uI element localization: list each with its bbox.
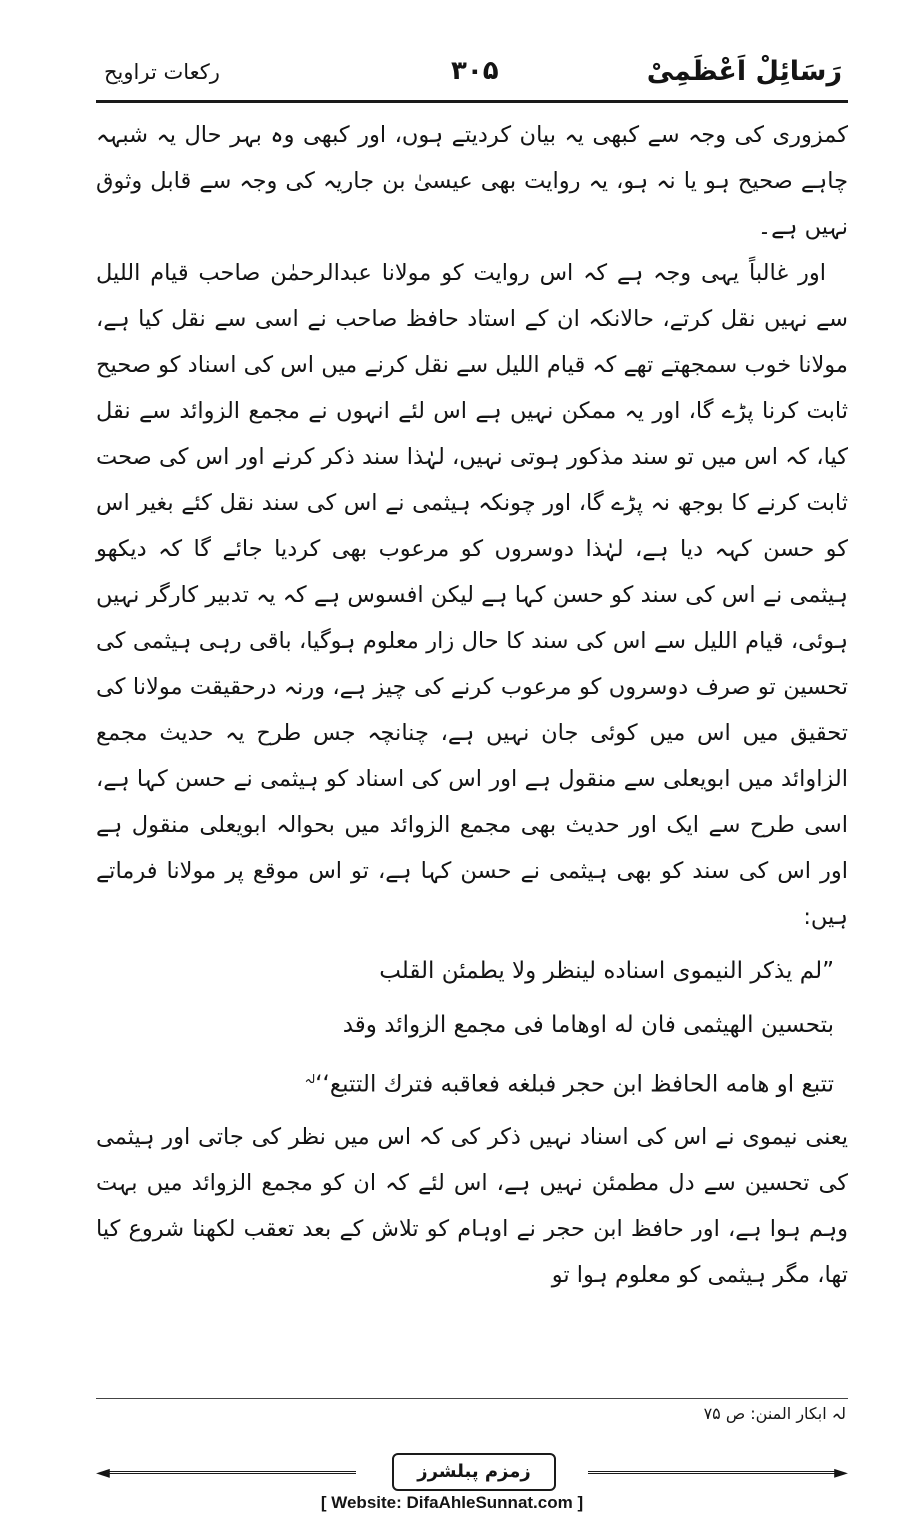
page-header <box>96 56 846 100</box>
footnote <box>704 1404 846 1423</box>
page-number: ۳۰۵ <box>451 56 499 86</box>
header-divider <box>96 100 848 103</box>
footnote-divider <box>96 1398 848 1399</box>
footnote-text: ابکار المنن: ص ۷۵ <box>703 1404 827 1423</box>
ornament-end-right-icon: ► <box>834 1462 848 1483</box>
quote-footnote-mark: لہ <box>304 1072 316 1086</box>
ornament-end-left-icon: ◄ <box>96 1462 110 1483</box>
arabic-quote-line-3: تتبع او هامه الحافظ ابن حجر فبلغه فعاقبه فترك التتبع‘‘ <box>315 1071 834 1098</box>
arabic-quote <box>96 944 848 1112</box>
arabic-quote-line-2: بتحسین الهیثمی فان له اوهاما فی مجمع الزوائد وقد <box>342 1012 834 1038</box>
footer-ornament <box>96 1452 848 1492</box>
paragraph-3: یعنی نیموی نے اس کی اسناد نہیں ذکر کی کہ اس میں نظر کی جاتی اور ہیثمی کی تحسین سے دل مطمئن نہیں ہے، اس لئے کہ ان کو مجمع الزوائد میں بہت وہم ہوا ہے، اور حافظ ابن حجر نے اوہام کو تلاش کے بعد تعقب لکھنا شروع کیا تھا، مگر ہیثمی کو معلوم ہوا تو <box>96 1123 848 1288</box>
paragraph-2: اور غالباً یہی وجہ ہے کہ اس روایت کو مولانا عبدالرحمٰن صاحب قیام اللیل سے نہیں نقل کرتے، حالانکہ ان کے استاد حافظ صاحب نے اسی سے نقل کیا ہے، مولانا خوب سمجھتے تھے کہ قیام اللیل سے نقل کرنے میں اس کی اسناد کو صحیح ثابت کرنا پڑے گا، اور یہ ممکن نہیں ہے اس لئے انہوں نے مجمع الزوائد سے نقل کیا، کہ اس میں تو سند مذکور ہوتی نہیں، لہٰذا سند ذکر کرنے اور اس کی صحت ثابت کرنے کا بوجھ نہ پڑے گا، اور چونکہ ہیثمی نے اس کی سند نقل کئے بغیر اس کو حسن کہہ دیا ہے، لہٰذا دوسروں کو مرعوب بھی کردیا جائے گا کہ دیکھو ہیثمی نے اس کی سند کو حسن کہا ہے لیکن افسوس ہے کہ یہ تدبیر کارگر نہیں ہوئی، قیام اللیل سے اس کی سند کا حال زار معلوم ہوگیا، باقی رہی ہیثمی کی تحسین تو صرف دوسروں کو مرعوب کرنے کی چیز ہے، ورنہ درحقیقت مولانا کی تحقیق میں اس میں کوئی جان نہیں ہے، چنانچہ جس طرح یہ حدیث مجمع الزاوائد میں ابویعلی سے منقول ہے اور اس کی اسناد کو ہیثمی نے حسن کہا ہے، اسی طرح سے ایک اور حدیث بھی مجمع الزوائد میں بحوالہ ابویعلی منقول ہے اور اس کی سند کو بھی ہیثمی نے حسن کہا ہے، تو اس موقع پر مولانا فرماتے ہیں: <box>96 260 848 930</box>
footnote-mark: لہ <box>831 1404 846 1423</box>
book-title: رَسَائِلْ اَعْظَمِیْ <box>646 56 842 87</box>
paragraph-1: کمزوری کی وجہ سے کبھی یہ بیان کردیتے ہوں، اور کبھی وہ بہر حال یہ شبہہ چاہے صحیح ہو یا نہ ہو، یہ روایت بھی عیسیٰ بن جاریہ کی وجہ سے قابل وثوق نہیں ہے۔ <box>96 122 848 240</box>
ornament-line-left <box>106 1471 356 1474</box>
website-url: [ Website: DifaAhleSunnat.com ] <box>320 1493 584 1512</box>
chapter-title: رکعات تراویح <box>104 60 220 84</box>
publisher-badge: زمزم پبلشرز <box>392 1453 556 1491</box>
main-text <box>96 112 848 1298</box>
arabic-quote-line-1: ”لم یذکر النیموی اسناده لینظر ولا یطمئن القلب <box>379 958 834 984</box>
ornament-line-right <box>588 1471 838 1474</box>
